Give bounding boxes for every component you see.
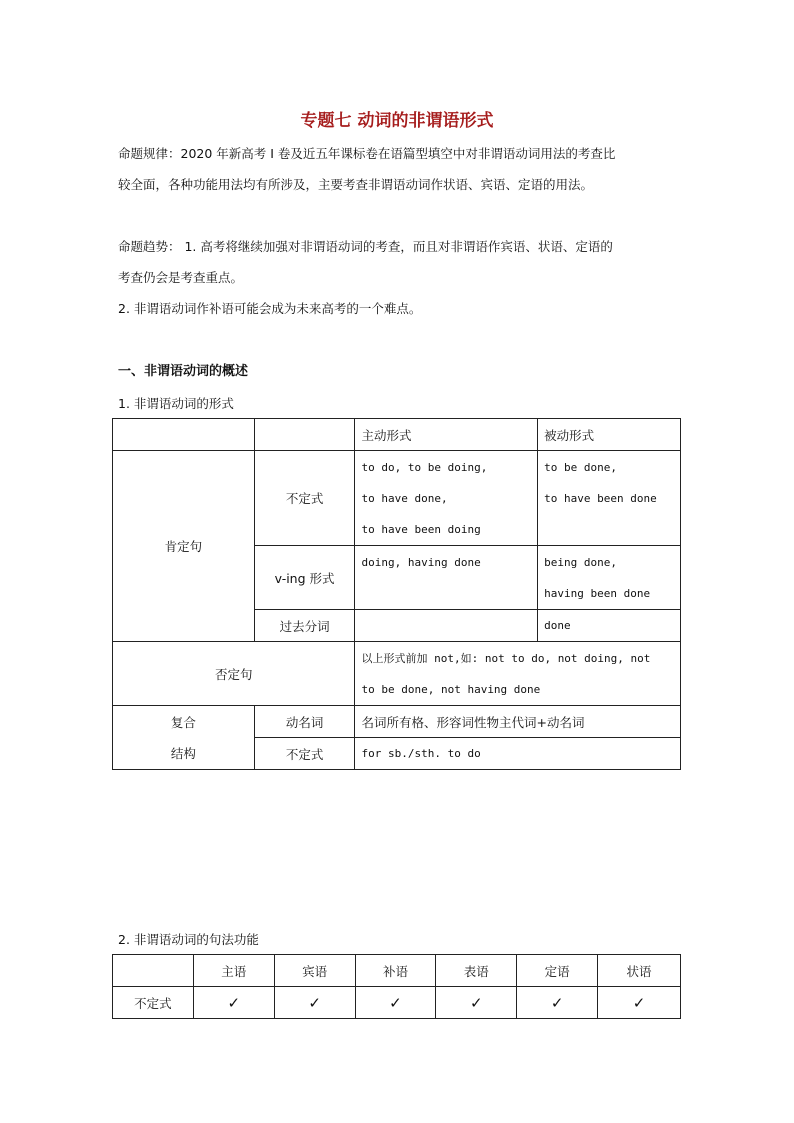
ving-label: v-ing 形式 xyxy=(254,546,355,610)
check-mark-icon: ✓ xyxy=(598,987,681,1019)
header-complement: 补语 xyxy=(355,955,436,987)
infinitive2-text-cell: for sb./sth. to do xyxy=(355,738,681,770)
functions-table xyxy=(112,954,681,1019)
past-participle-label: 过去分词 xyxy=(254,610,355,642)
compound-label-line: 复合 xyxy=(170,714,196,730)
gerund-text-cell: 名词所有格、形容词性物主代词+动名词 xyxy=(355,706,681,738)
cell-line: to be done, xyxy=(544,461,618,474)
trend-paragraph xyxy=(118,231,688,324)
header-predicative: 表语 xyxy=(436,955,517,987)
header-attribute: 定语 xyxy=(517,955,598,987)
empty-header-cell xyxy=(254,419,355,451)
compound-label-line: 结构 xyxy=(170,745,196,761)
compound-label xyxy=(113,706,255,770)
negative-label: 否定句 xyxy=(113,642,355,706)
check-mark-icon: ✓ xyxy=(436,987,517,1019)
header-active: 主动形式 xyxy=(355,419,538,451)
cell-line: 以上形式前加 not,如: not to do, not doing, not xyxy=(361,652,651,665)
section-heading: 一、非谓语动词的概述 xyxy=(118,364,249,379)
cell-line: doing, having done xyxy=(361,556,481,569)
ving-active-cell xyxy=(355,546,538,610)
header-adverbial: 状语 xyxy=(598,955,681,987)
negative-text-cell xyxy=(355,642,681,706)
rule-line-2: 较全面，各种功能用法均有所涉及，主要考查非谓语动词作状语、宾语、定语的用法。 xyxy=(118,177,594,192)
check-mark-icon: ✓ xyxy=(193,987,274,1019)
trend-line-3: 2. 非谓语动词作补语可能会成为未来高考的一个难点。 xyxy=(118,301,422,316)
check-mark-icon: ✓ xyxy=(274,987,355,1019)
cell-line: having been done xyxy=(544,587,651,600)
empty-header-cell xyxy=(113,955,194,987)
past-participle-active-cell xyxy=(355,610,538,642)
affirmative-label: 肯定句 xyxy=(113,451,255,642)
infinitive-passive-cell xyxy=(538,451,681,546)
row-label-infinitive: 不定式 xyxy=(113,987,194,1019)
rule-paragraph xyxy=(118,138,688,200)
cell-line: to do, to be doing, xyxy=(361,461,488,474)
cell-line: to have done, xyxy=(361,492,448,505)
header-subject: 主语 xyxy=(193,955,274,987)
infinitive2-label: 不定式 xyxy=(254,738,355,770)
check-mark-icon: ✓ xyxy=(517,987,598,1019)
cell-line: being done, xyxy=(544,556,618,569)
cell-line: to have been done xyxy=(544,492,657,505)
header-passive: 被动形式 xyxy=(538,419,681,451)
forms-table xyxy=(112,418,681,770)
page-title: 专题七 动词的非谓语形式 xyxy=(300,111,494,131)
past-participle-passive-cell: done xyxy=(538,610,681,642)
cell-line: to have been doing xyxy=(361,523,481,536)
trend-line-2: 考查仍会是考查重点。 xyxy=(118,270,244,285)
empty-header-cell xyxy=(113,419,255,451)
gerund-label: 动名词 xyxy=(254,706,355,738)
infinitive-label: 不定式 xyxy=(254,451,355,546)
header-object: 宾语 xyxy=(274,955,355,987)
ving-passive-cell xyxy=(538,546,681,610)
infinitive-active-cell xyxy=(355,451,538,546)
check-mark-icon: ✓ xyxy=(355,987,436,1019)
rule-line-1: 命题规律：2020 年新高考 I 卷及近五年课标卷在语篇型填空中对非谓语动词用法的考查比 xyxy=(118,146,616,161)
cell-line: to be done, not having done xyxy=(361,683,541,696)
trend-line-1: 命题趋势： 1. 高考将继续加强对非谓语动词的考查，而且对非谓语作宾语、状语、定语的 xyxy=(118,239,613,254)
subsection-2-heading: 2. 非谓语动词的句法功能 xyxy=(118,932,259,947)
subsection-1-heading: 1. 非谓语动词的形式 xyxy=(118,396,234,411)
